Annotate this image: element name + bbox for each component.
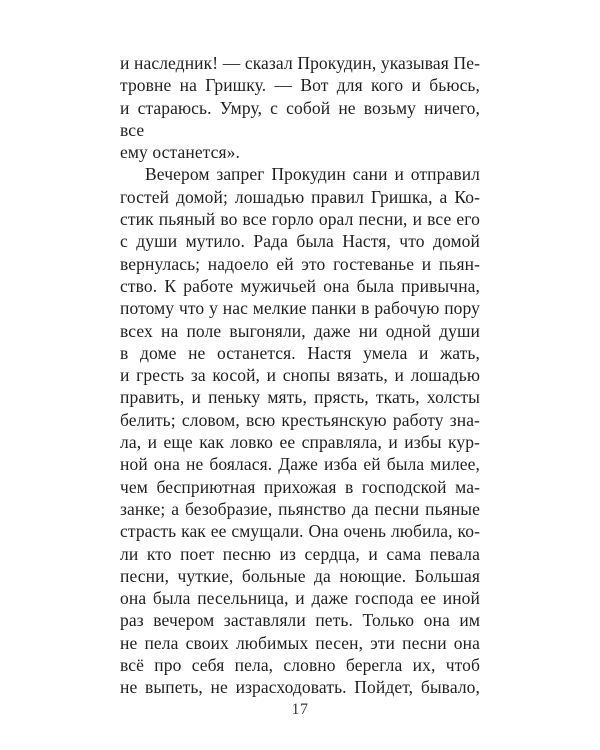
text-line: гостей домой; лошадью правил Гришка, а Ко- <box>120 186 480 207</box>
text-line: и наследник! — сказал Прокудин, указывая Пе- <box>120 53 480 73</box>
text-line: стик пьяный во все горло орал песни, и все его <box>120 209 480 230</box>
text-line: и стараюсь. Умру, с собой не возьму ничего, все <box>120 97 480 140</box>
text-line: вернулась; надоело ей это гостеванье и пьян- <box>120 253 480 274</box>
text-line: всё про себя пела, словно берегла их, чтоб <box>120 655 480 676</box>
text-line: занке; а безобразие, пьянство да песни пьяные <box>120 498 480 519</box>
text-line: ной она не боялася. Даже изба ей была милее, <box>120 454 480 475</box>
text-line: ли кто поет песню из сердца, и сама певала <box>120 543 480 564</box>
text-block <box>120 52 480 699</box>
text-line: белить; словом, всю крестьянскую работу зна- <box>120 409 480 430</box>
text-line: с души мутило. Рада была Настя, что домой <box>120 231 480 252</box>
text-line: она была песельница, и даже господа ее иной <box>120 588 480 609</box>
text-line: чем бесприютная прихожая в господской ма- <box>120 476 480 497</box>
text-line: страсть как ее смущали. Она очень любила, ко- <box>120 521 480 542</box>
text-line: ство. К работе мужичьей она была привычна, <box>120 275 480 296</box>
text-line: Вечером запрег Прокудин сани и отправил <box>145 164 480 185</box>
text-line: не выпеть, не израсходовать. Пойдет, бывало, <box>120 677 480 698</box>
text-line: потому что у нас мелкие панки в рабочую пору <box>120 298 480 319</box>
text-line: тровне на Гришку. — Вот для кого и бьюсь, <box>120 75 480 96</box>
text-line: править, и пеньку мять, прясть, ткать, холсты <box>120 387 480 408</box>
page-number: 17 <box>291 701 309 718</box>
text-line: ла, и еще как ловко ее справляла, и избы кур- <box>120 432 480 453</box>
text-line: всех на поле выгоняли, даже ни одной души <box>120 320 480 341</box>
text-line: ему останется». <box>120 142 240 163</box>
text-line: и гресть за косой, и снопы вязать, и лошадью <box>120 365 480 386</box>
text-line: в доме не останется. Настя умела и жать, <box>120 342 480 363</box>
text-line: не пела своих любимых песен, эти песни она <box>120 632 480 653</box>
text-line: раз вечером заставляли петь. Только она им <box>120 610 480 631</box>
text-line: песни, чуткие, больные да ноющие. Большая <box>120 565 480 586</box>
